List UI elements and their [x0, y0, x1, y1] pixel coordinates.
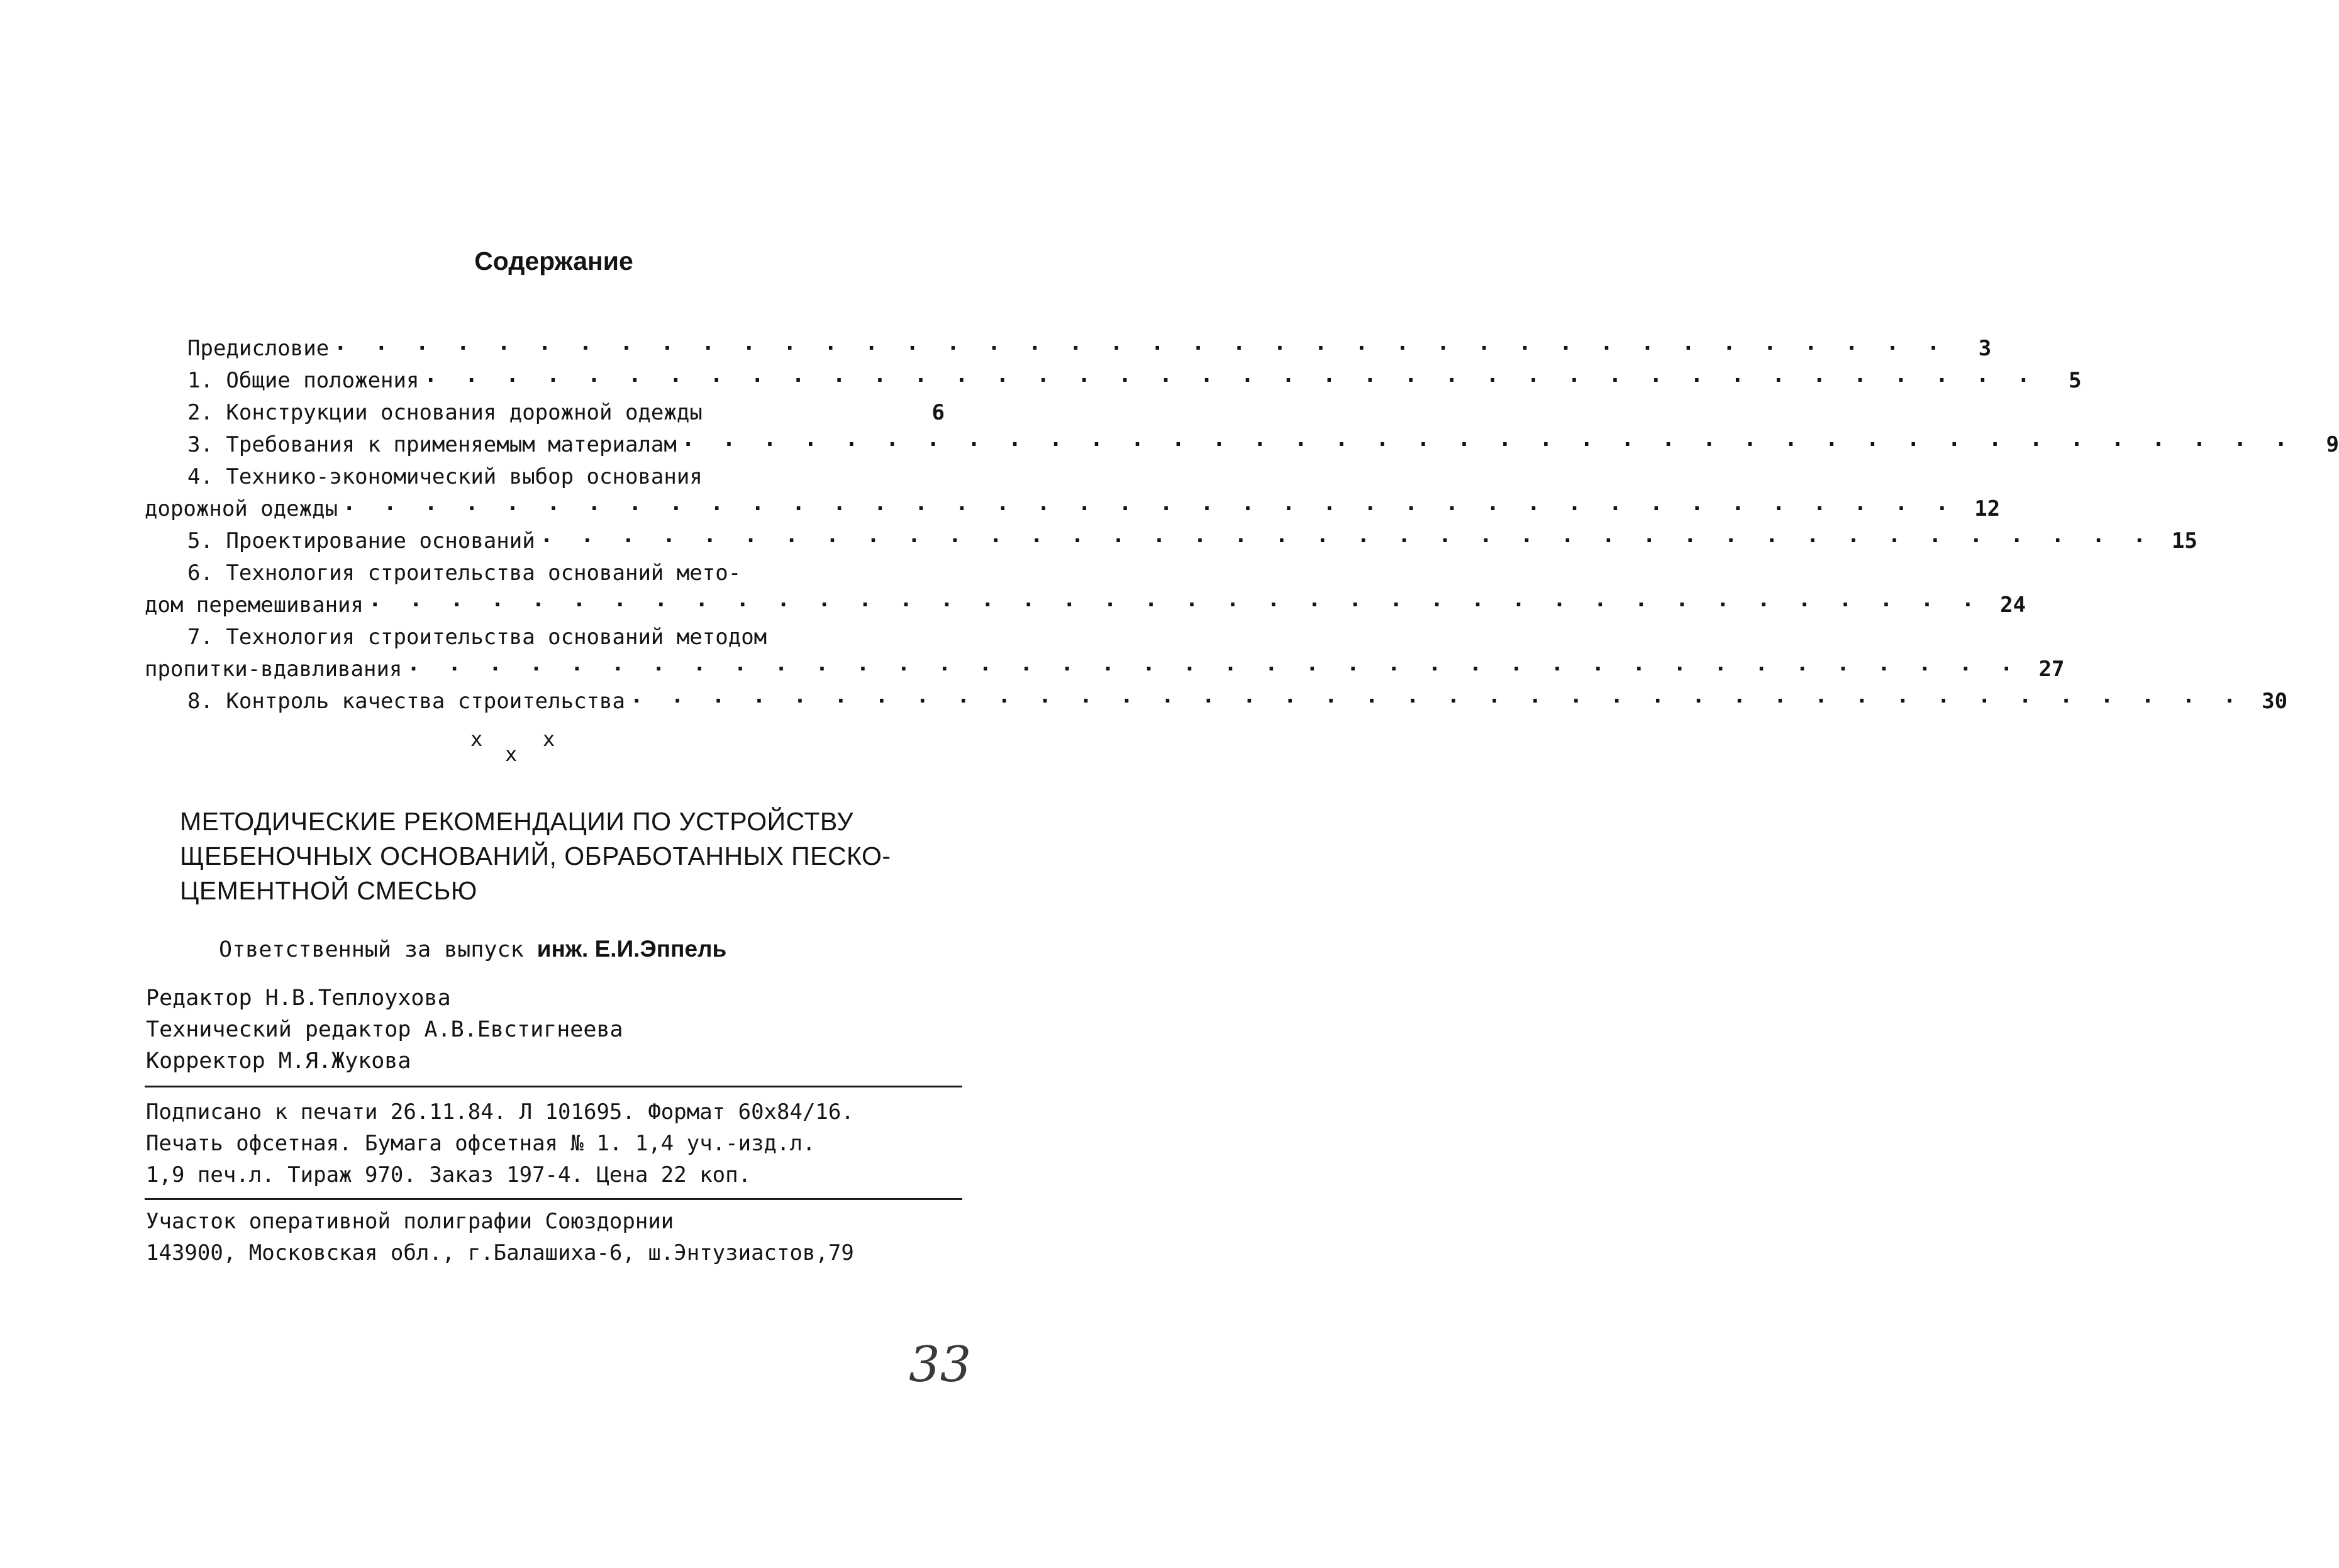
toc-entry-page: 3 — [1978, 336, 1992, 361]
toc-entry-text: 4. Технико-экономический выбор основания — [187, 464, 703, 489]
toc-leader-dots: · · · · · · · · · · · · · · · · · · · · · · · · · · · · · · · · · · · · · · · · — [630, 689, 2244, 714]
staff-editor: Редактор Н.В.Теплоухова — [146, 986, 451, 1011]
toc-leader-dots: · · · · · · · · · · · · · · · · · · · · · · · · · · · · · · · · · · · · · · · · — [407, 657, 2021, 682]
toc-entry-page: 9 — [2326, 432, 2339, 457]
toc-entry-preface — [187, 333, 1992, 365]
separator-mark: x — [505, 742, 518, 766]
toc-entry-3 — [187, 430, 2339, 461]
press-name: Участок оперативной полиграфии Союздорнии — [146, 1209, 674, 1234]
publication-title-line: ЦЕМЕНТНОЙ СМЕСЬЮ — [180, 876, 477, 905]
toc-entry-text: дом перемешивания — [145, 592, 364, 618]
toc-entry-4-cont — [145, 494, 2001, 525]
separator-mark: x — [543, 727, 555, 751]
press-address: 143900, Московская обл., г.Балашиха-6, ш.Энтузиастов,79 — [146, 1240, 854, 1265]
imprint-line: Подписано к печати 26.11.84. Л 101695. Формат 60х84/16. — [146, 1099, 854, 1125]
toc-entry-text: 8. Контроль качества строительства — [187, 689, 625, 714]
toc-entry-text: 5. Проектирование оснований — [187, 528, 535, 553]
toc-leader-dots: · · · · · · · · · · · · · · · · · · · · · · · · · · · · · · · · · · · · · · · · — [540, 528, 2153, 553]
toc-leader-dots: · · · · · · · · · · · · · · · · · · · · · · · · · · · · · · · · · · · · · · · · — [369, 592, 1982, 618]
toc-entry-4 — [187, 462, 945, 493]
divider-line — [145, 1086, 962, 1087]
toc-leader-dots: · · · · · · · · · · · · · · · · · · · · · · · · · · · · · · · · · · · · · · · · — [343, 496, 1957, 521]
toc-entry-page: 5 — [2069, 368, 2082, 393]
toc-entry-8 — [187, 686, 2288, 718]
toc-entry-6-cont — [145, 590, 2026, 621]
toc-entry-page: 30 — [2262, 689, 2288, 714]
toc-entry-7 — [187, 622, 945, 653]
toc-leader-dots: · · · · · · · · · · · · · · · · · · · · · · · · · · · · · · · · · · · · · · · · — [681, 432, 2295, 457]
responsible-line — [219, 936, 726, 962]
toc-entry-page: 15 — [2171, 528, 2197, 553]
toc-leader-dots: · · · · · · · · · · · · · · · · · · · · · · · · · · · · · · · · · · · · · · · · — [424, 368, 2038, 393]
handwritten-page-number: 33 — [909, 1337, 972, 1393]
toc-entry-5 — [187, 526, 2197, 557]
toc-entry-text: 3. Требования к применяемым материалам — [187, 432, 677, 457]
publication-title-line: МЕТОДИЧЕСКИЕ РЕКОМЕНДАЦИИ ПО УСТРОЙСТВУ — [180, 807, 853, 836]
staff-proofreader: Корректор М.Я.Жукова — [146, 1048, 411, 1074]
toc-entry-text: 6. Технология строительства оснований мето- — [187, 560, 742, 586]
responsible-label: Ответственный за выпуск — [219, 937, 524, 962]
toc-entry-2 — [187, 398, 945, 429]
publication-title-line: ЩЕБЕНОЧНЫХ ОСНОВАНИЙ, ОБРАБОТАННЫХ ПЕСКО- — [180, 842, 891, 870]
responsible-name: инж. Е.И.Эппель — [536, 936, 727, 962]
toc-entry-page: 12 — [1974, 496, 2001, 521]
toc-entry-7-cont — [145, 654, 2065, 686]
separator-mark: x — [470, 727, 483, 751]
toc-entry-page: 6 — [931, 400, 945, 425]
toc-entry-page: 27 — [2038, 657, 2065, 682]
toc-entry-page: 24 — [2000, 592, 2026, 618]
toc-entry-6 — [187, 558, 945, 589]
divider-line — [145, 1198, 962, 1200]
imprint-line: Печать офсетная. Бумага офсетная № 1. 1,4 уч.-изд.л. — [146, 1131, 816, 1156]
toc-leader-dots: · · · · · · · · · · · · · · · · · · · · · · · · · · · · · · · · · · · · · · · · — [334, 336, 1948, 361]
toc-entry-text: дорожной одежды — [145, 496, 338, 521]
imprint-line: 1,9 печ.л. Тираж 970. Заказ 197-4. Цена 22 коп. — [146, 1162, 752, 1187]
staff-tech-editor: Технический редактор А.В.Евстигнеева — [146, 1017, 623, 1042]
toc-entry-text: 7. Технология строительства оснований методом — [187, 625, 767, 650]
toc-entry-text: Предисловие — [187, 336, 330, 361]
toc-entry-text: пропитки-вдавливания — [145, 657, 403, 682]
toc-entry-1 — [187, 365, 2082, 397]
contents-heading: Содержание — [474, 247, 633, 275]
toc-entry-text: 1. Общие положения — [187, 368, 419, 393]
toc-entry-text: 2. Конструкции основания дорожной одежды — [187, 400, 703, 425]
